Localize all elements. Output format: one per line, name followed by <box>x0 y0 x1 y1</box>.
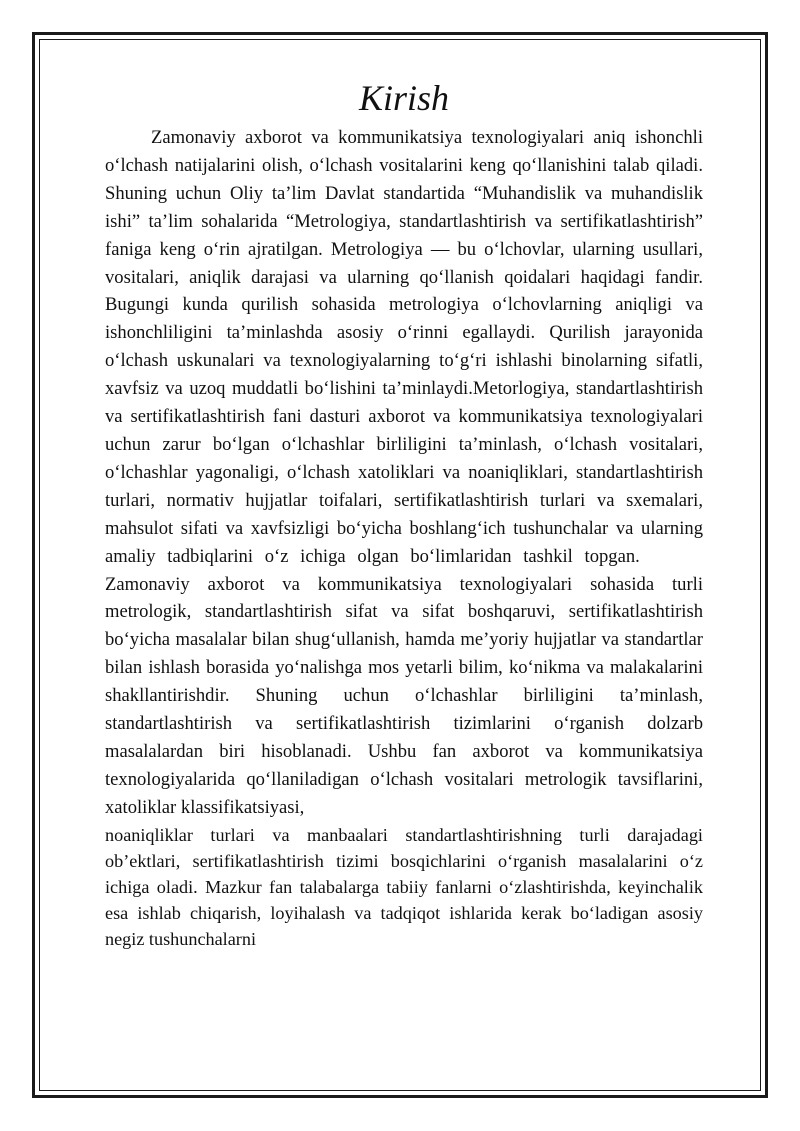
paragraph-2-text: Zamonaviy axborot va kommunikatsiya texnologiyalari sohasida turli metrologik, standartlashtirish sifat va sifat boshqaruvi, sertifikatlashtirish bo‘yicha masalalar bilan shug‘ullanish, hamda me’yoriy hujjatlar va standartlar bilan ishlash borasida yo‘nalishga mos yetarli bilim, ko‘nikma va malakalarini shakllantirishdir. Shuning uchun o‘lchashlar birliligini ta’minlash, standartlashtirish va sertifikatlashtirish tizimlarini o‘rganish dolzarb masalalardan biri hisoblanadi. Ushbu fan axborot va kommunikatsiya texnologiyalarida qo‘llaniladigan o‘lchash vositalari metrologik tavsiflarini, xatoliklar klassifikatsiyasi, <box>105 573 703 818</box>
paragraph-3: noaniqliklar turlari va manbaalari standartlashtirishning turli darajadagi ob’ektlari, sertifikatlashtirish tizimi bosqichlarini o‘rganish masalalarini o‘z ichiga oladi. Mazkur fan talabalarga tabiiy fanlarni o‘zlashtirishda, keyinchalik esa ishlab chiqarish, loyihalash va tadqiqot ishlarida kerak bo‘ladigan asosiy negiz tushunchalarni <box>105 824 703 950</box>
document-body <box>105 78 703 953</box>
page-title: Kirish <box>358 78 450 118</box>
paragraph-1-text: Zamonaviy axborot va kommunikatsiya texnologiyalari aniq ishonchli o‘lchash natijalarini olish, o‘lchash vositalarini keng qo‘llanishini talab qiladi. Shuning uchun Oliy ta’lim Davlat standartida “Muhandislik va muhandislik ishi” ta’lim sohalarida “Metrologiya, standartlashtirish va sertifikatlashtirish” faniga keng o‘rin ajratilgan. Metrologiya — bu o‘lchovlar, ularning usullari, vositalari, aniqlik darajasi va ularning qo‘llanish qoidalari haqidagi fandir. Bugungi kunda qurilish sohasida metrologiya o‘lchovlarning aniqligi va ishonchliligini ta’minlashda asosiy o‘rinni egallaydi. Qurilish jarayonida o‘lchash uskunalari va texnologiyalarning to‘g‘ri ishlashi binolarning sifatli, xavfsiz va uzoq muddatli bo‘lishini ta’minlaydi.Metorlogiya, standartlashtirish va sertifikatlashtirish fani dasturi axborot va kommunikatsiya texnologiyalari uchun zarur bo‘lgan o‘lchashlar birliligini ta’minlash, o‘lchash vositalari, o‘lchashlar yagonaligi, o‘lchash xatoliklari va noaniqliklari, standartlashtirish turlari, normativ hujjatlar toifalari, sertifikatlashtirish turlari va sxemalari, mahsulot sifati va xavfsizligi bo‘yicha boshlang‘ich tushunchalar va ularning amaliy tadbiqlarini o‘z ichiga olgan bo‘limlaridan tashkil topgan. <box>105 127 703 567</box>
paragraph-1 <box>105 124 703 822</box>
